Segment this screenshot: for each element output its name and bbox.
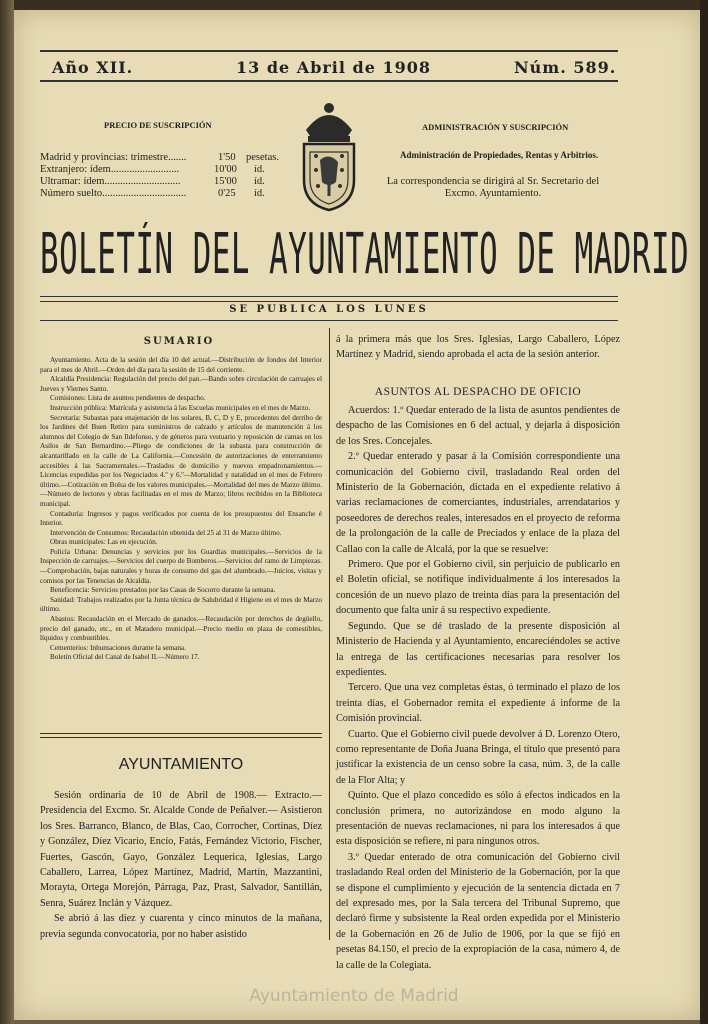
masthead-subtitle: SE PUBLICA LOS LUNES <box>229 304 429 315</box>
issue-year: Año XII. <box>52 58 134 77</box>
session-opening-paragraph: Se abrió á las diez y cuarenta y cinco minutos de la mañana, previa segunda convocatoria, por no haber asistido <box>40 913 322 940</box>
ayuntamiento-heading: AYUNTAMIENTO <box>118 756 244 773</box>
sumario-rule-1 <box>40 733 322 734</box>
subscription-title: PRECIO DE SUSCRIPCIÓN <box>104 120 212 130</box>
sumario-entry: Comisiones: Lista de asuntos pendientes de despacho. <box>50 394 206 403</box>
sumario-entry: Cementerios: Inhumaciones durante la semana. <box>50 643 186 652</box>
masthead-rule-2 <box>40 301 618 302</box>
sumario-entry: Abastos: Recaudación en el Mercado de ganados.—Recaudación por derechos de degüello, precio del ganado, etc., en el Matadero municipal.—Precio medio en plaza de comestibles, líquidos y combustibles. <box>40 615 322 643</box>
sumario-entry: Instrucción pública: Matrícula y asistencia á las Escuelas municipales en el mes de Marzo. <box>50 403 311 412</box>
session-paragraph: Sesión ordinaria de 10 de Abril de 1908.— Extracto.— Presidencia del Excmo. Sr. Alcalde Conde de Peñalver.— Asistieron los Sres. Barranco, Blanco, de Blas, Cao, Corrocher, Cortinas, Díez y González, Díez Vicario, Encío, Fatás, Fernández Victorio, Fischer, Fuertes, Gascón, Gayo, González Lequerica, Iglesias, Largo Caballero, Larrea, López Martínez, Madrid, Martín, Mazzantini, Morayta, Ortega Morejón, Párraga, Paz, Prast, Salvador, Santillán, Senra, Suárez Inclán y Vázquez. <box>40 790 322 909</box>
header-bottom-rule <box>40 80 618 82</box>
sumario-entry: Secretaría: Subastas para enajenación de los solares, B, C, D y E, procedentes del derribo de los Jardines del Buen Retiro para suministros de calzado y artículos de manutención á los alumnos del Colegio de San Ildefonso, y de géneros para vestuario y reposición de camas en los Asilos de San Bernardino.—Pliego de condiciones de la subasta para construcción de alcantarillado en la calle de La California.—Concesión de autorizaciones de enterramiento accesibles á las Sacramentales.—Traslados de domicilio y nuevos empadronamientos.—Licencias expedidas por los Negociados 4.º y 6.º—Mortalidad y natalidad en el mes de Febrero último.—Cotización en Bolsa de los valores municipales.—Mortalidad del mes de Marzo último.—Número de lectores y obras facilitadas en el mes de Marzo; libros recibidos en la Biblioteca municipal. <box>40 413 322 508</box>
price-value: 1'50 <box>218 152 236 163</box>
price-unit: íd. <box>254 188 265 199</box>
sumario-heading: SUMARIO <box>143 336 215 347</box>
sumario-entry: Policía Urbana: Denuncias y servicios por los Guardias municipales.—Servicios de la Inspección de carruajes.—Servicios del cuerpo de Bomberos.—Servicios del ramo de Limpiezas.—Comprobación, bajas naturales y horas de consumo del gas del alumbrado.—Juicios, visitas y comisos por las Tenencias de Alcaldía. <box>40 547 322 585</box>
agreement-paragraph: Quinto. Que el plazo concedido es sólo á efectos indicados en la conclusión primera, no autorizándose en modo alguno la presentación de nuevas reclamaciones, ni para los interesados á que esta disposición se refiere, ni para ningunos otros. <box>336 790 620 848</box>
agreement-paragraph: Cuarto. Que el Gobierno civil puede devolver á D. Lorenzo Otero, como representante de Doña Juana Bringa, el título que presentó para justificar la existencia de un censo sobre la casa, núm. 3, de la calle de la Flor Alta; y <box>336 728 620 786</box>
price-unit: íd. <box>254 176 265 187</box>
administration-office: Administración de Propiedades, Rentas y Arbitrios. <box>400 150 599 160</box>
price-value: 15'00 <box>214 176 237 187</box>
masthead-rule-1 <box>40 296 618 297</box>
madrid-coat-of-arms-icon <box>296 100 362 212</box>
price-row-numero-suelto: Número suelto................................ <box>40 188 187 199</box>
library-watermark: Ayuntamiento de Madrid <box>249 986 459 1006</box>
sumario-entry: Boletín Oficial del Canal de Isabel II.—Número 17. <box>50 653 200 662</box>
issue-number: Núm. 589. <box>514 58 617 77</box>
asuntos-heading: ASUNTOS AL DESPACHO DE OFICIO <box>374 386 582 398</box>
agreement-paragraph: Acuerdos: 1.º Quedar enterado de la lista de asuntos pendientes de despacho de las Comisiones en 6 del actual, y dejarla á disposición de los Sres. Concejales. <box>336 405 620 447</box>
book-top-edge <box>0 0 708 10</box>
sumario-rule-2 <box>40 737 322 738</box>
book-right-edge <box>700 0 708 1024</box>
price-row-extranjero: Extranjero: ídem.......................... <box>40 164 180 175</box>
administration-note: La correspondencia se dirigirá al Sr. Secretario del Excmo. Ayuntamiento. <box>386 176 600 199</box>
sumario-entry: Beneficencia: Servicios prestados por las Casas de Socorro durante la semana. <box>50 586 276 595</box>
issue-date: 13 de Abril de 1908 <box>236 58 431 77</box>
price-unit: íd. <box>254 164 265 175</box>
price-value: 0'25 <box>218 188 236 199</box>
masthead-title: BOLETÍN DEL AYUNTAMIENTO DE MADRID <box>40 222 690 287</box>
session-continuation: á la primera más que los Sres. Iglesias, Largo Caballero, López Martínez y Madrid, siendo aprobada el acta de la sesión anterior. <box>336 334 620 361</box>
sumario-list <box>40 356 322 663</box>
sumario-entry: Alcaldía Presidencia: Regulación del precio del pan.—Bando sobre circulación de carruajes el Jueves y Viernes Santo. <box>40 375 322 393</box>
masthead-rule-3 <box>40 320 618 321</box>
asuntos-text <box>336 403 620 973</box>
header-top-rule <box>40 50 618 52</box>
price-value: 10'00 <box>214 164 237 175</box>
sumario-entry: Contaduría: Ingresos y pagos verificados por cuenta de los presupuestos del Ensanche é Interior. <box>40 509 322 528</box>
agreement-paragraph: Primero. Que por el Gobierno civil, sin perjuicio de publicarlo en el Boletín oficial, se notifique individualmente á los interesados la concesión de un nuevo plazo de treinta días para la presentación del documento que falta unir á su respectivo expediente. <box>336 559 620 617</box>
sumario-entry: Intervención de Consumos: Recaudación obtenida del 25 al 31 de Marzo último. <box>50 528 282 537</box>
ayuntamiento-text <box>40 788 322 942</box>
sumario-entry: Obras municipales: Las en ejecución. <box>50 538 158 547</box>
price-row-ultramar: Ultramar: ídem............................. <box>40 176 181 187</box>
book-spine <box>0 0 14 1024</box>
agreement-paragraph: 3.º Quedar enterado de otra comunicación del Gobierno civil trasladando Real orden del Ministerio de la Gobernación, por la que se dispone el cumplimiento y ejecución de la sentencia dictada en 7 del expresado mes, por la Sala tercera del Tribunal Supremo, que declaró firme y subsistente la Real orden expedida por el Ministerio de la Gobernación en 26 de Julio de 1906, por la que se fijó en pesetas 84.150, el precio de la expropiación de la casa, número 4, de la calle de la Colegiata. <box>336 851 620 971</box>
column-divider <box>329 328 330 940</box>
price-unit: pesetas. <box>246 152 279 163</box>
agreement-paragraph: Segundo. Que se dé traslado de la presente disposición al Ministerio de Hacienda y al Ayuntamiento, encareciéndoles se active la entrega de las certificaciones necesarias para resolver los expedientes. <box>336 620 620 678</box>
sumario-entry: Ayuntamiento. Acta de la sesión del día 10 del actual.—Distribución de fondos del Interior para el mes de Abril.—Orden del día para la sesión de 15 del corriente. <box>40 356 322 374</box>
price-row-madrid: Madrid y provincias: trimestre....... <box>40 152 187 163</box>
agreement-paragraph: Tercero. Que una vez completas éstas, ó terminado el plazo de los treinta días, el Gobernador remita el expediente á informe de la Comisión provincial. <box>336 682 620 725</box>
agreement-paragraph: 2.º Quedar enterado y pasar á la Comisión correspondiente una comunicación del Gobierno civil, trasladando Real orden del Ministerio de la Gobernación, dictada en el expediente relativo á varias reclamaciones de comerciantes, industriales, arrendatarios y poseedores de derechos reales, interesados en el proyecto de reforma de la prolongación de la calle de Preciados y enlace de la plaza del Callao con la calle de Alcalá, por la que se resuelve: <box>336 451 620 555</box>
administration-title: ADMINISTRACIÓN Y SUSCRIPCIÓN <box>422 122 569 132</box>
sumario-entry: Sanidad: Trabajos realizados por la Junta técnica de Salubridad é Higiene en el mes de Marzo último. <box>40 595 322 614</box>
